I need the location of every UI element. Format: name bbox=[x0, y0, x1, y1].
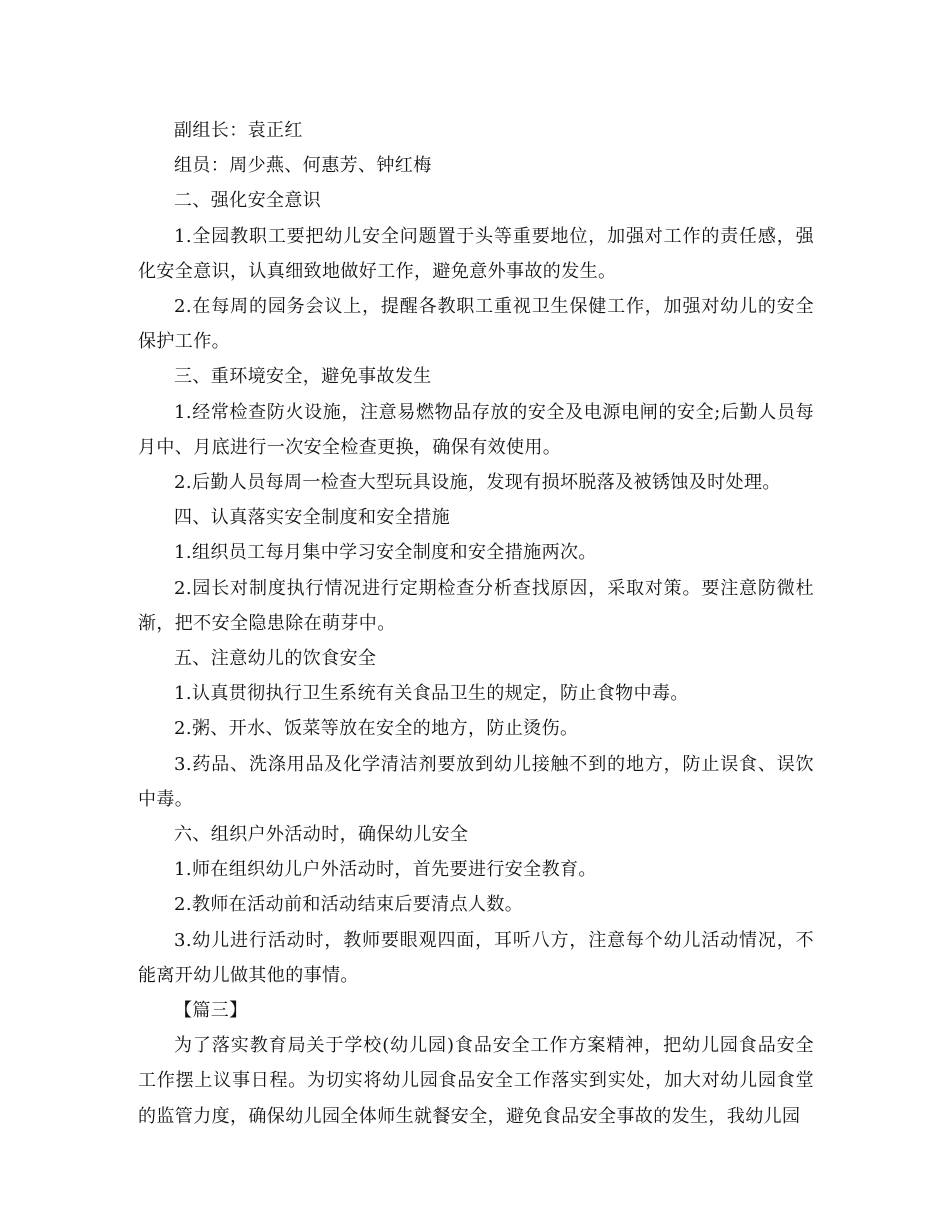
paragraph: 3.药品、洗涤用品及化学清洁剂要放到幼儿接触不到的地方，防止误食、误饮中毒。 bbox=[138, 753, 814, 810]
section-heading-4: 四、认真落实安全制度和安全措施 bbox=[174, 507, 450, 529]
document-body bbox=[138, 113, 814, 1134]
paragraph: 2.在每周的园务会议上，提醒各教职工重视卫生保健工作，加强对幼儿的安全保护工作。 bbox=[138, 296, 814, 353]
paragraph: 1.师在组织幼儿户外活动时，首先要进行安全教育。 bbox=[174, 859, 597, 881]
paragraph: 3.幼儿进行活动时，教师要眼观四面，耳听八方，注意每个幼儿活动情况，不能离开幼儿做其他的事情。 bbox=[138, 929, 814, 986]
paragraph: 2.园长对制度执行情况进行定期检查分析查找原因，采取对策。要注意防微杜渐，把不安全隐患除在萌芽中。 bbox=[138, 577, 814, 634]
section-heading-5: 五、注意幼儿的饮食安全 bbox=[174, 648, 377, 670]
paragraph: 2.后勤人员每周一检查大型玩具设施，发现有损坏脱落及被锈蚀及时处理。 bbox=[174, 472, 781, 494]
paragraph: 1.组织员工每月集中学习安全制度和安全措施两次。 bbox=[174, 542, 597, 564]
paragraph: 1.全园教职工要把幼儿安全问题置于头等重要地位，加强对工作的责任感，强化安全意识，认真细致地做好工作，避免意外事故的发生。 bbox=[138, 225, 814, 282]
section-heading-6: 六、组织户外活动时，确保幼儿安全 bbox=[174, 824, 469, 846]
paragraph: 1.经常检查防火设施，注意易燃物品存放的安全及电源电闸的安全;后勤人员每月中、月底进行一次安全检查更换，确保有效使用。 bbox=[138, 401, 814, 458]
paragraph: 2.教师在活动前和活动结束后要清点人数。 bbox=[174, 894, 524, 916]
chapter-marker: 【篇三】 bbox=[174, 1000, 248, 1022]
paragraph: 2.粥、开水、饭菜等放在安全的地方，防止烫伤。 bbox=[174, 718, 579, 740]
paragraph: 为了落实教育局关于学校(幼儿园)食品安全工作方案精神，把幼儿园食品安全工作摆上议事日程。为切实将幼儿园食品安全工作落实到实处，加大对幼儿园食堂的监管力度，确保幼儿园全体师生就餐安全，避免食品安全事故的发生，我幼儿园 bbox=[138, 1035, 814, 1127]
deputy-leader-line: 副组长：袁正红 bbox=[174, 120, 303, 141]
section-heading-2: 二、强化安全意识 bbox=[174, 190, 322, 212]
section-heading-3: 三、重环境安全，避免事故发生 bbox=[174, 366, 432, 388]
members-line: 组员：周少燕、何惠芳、钟红梅 bbox=[174, 155, 432, 177]
paragraph: 1.认真贯彻执行卫生系统有关食品卫生的规定，防止食物中毒。 bbox=[174, 683, 689, 705]
